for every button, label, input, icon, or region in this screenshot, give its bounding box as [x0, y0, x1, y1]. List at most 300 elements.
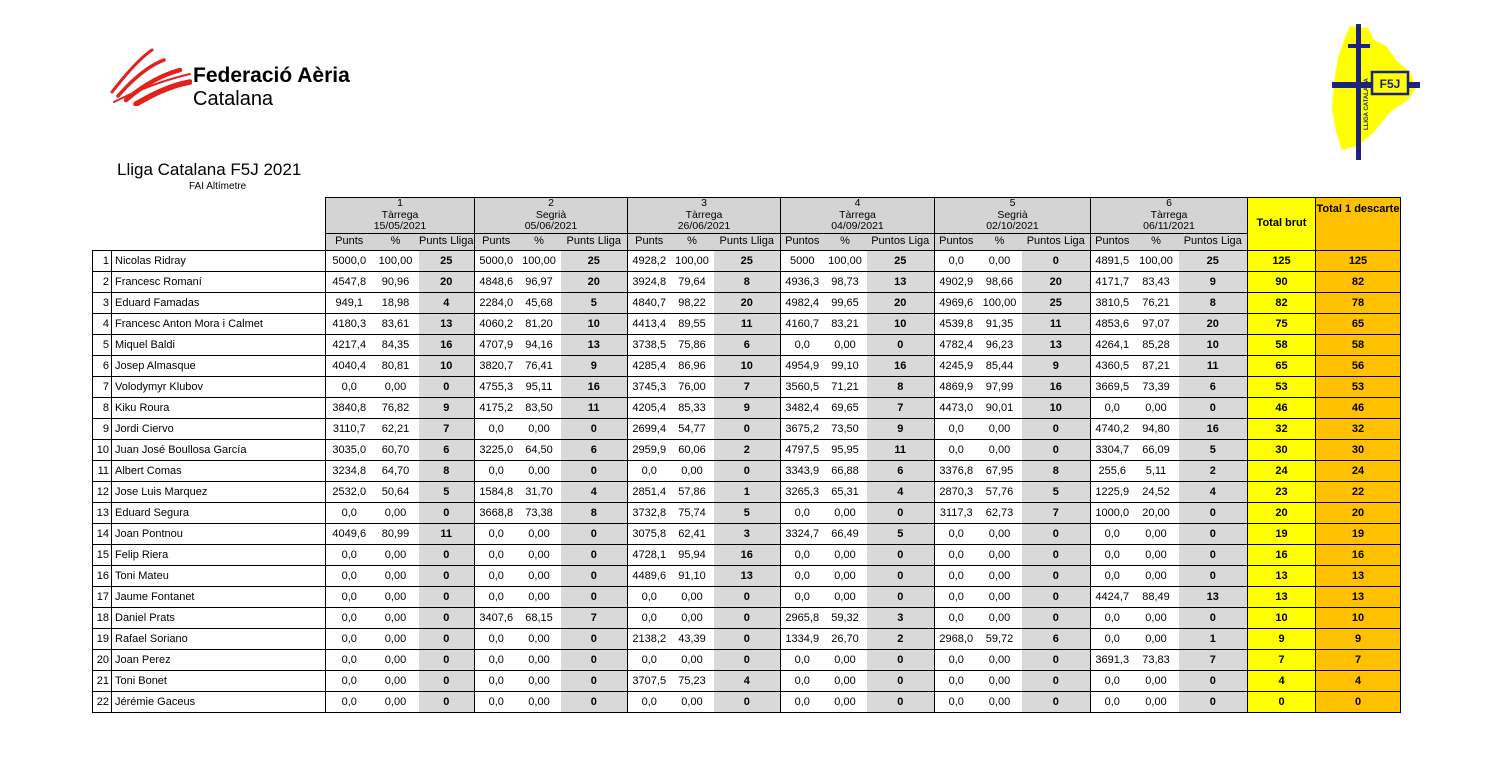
position-cell: 15 [93, 544, 112, 565]
points-cell: 4982,4 [781, 292, 824, 313]
points-cell: 5000,0 [326, 250, 373, 271]
points-cell: 0,0 [1091, 628, 1134, 649]
points-cell: 0,0 [935, 250, 978, 271]
percent-cell: 0,00 [373, 670, 419, 691]
percent-cell: 31,70 [518, 481, 561, 502]
total-brut-cell: 13 [1248, 586, 1316, 607]
column-header: Puntos Liga [1022, 233, 1091, 250]
league-points-cell: 5 [1022, 481, 1091, 502]
federacio-name-line1: Federació Aèria [193, 64, 350, 87]
points-cell: 0,0 [475, 523, 518, 544]
percent-cell: 76,82 [373, 397, 419, 418]
points-cell: 4840,7 [628, 292, 671, 313]
percent-cell: 85,28 [1134, 334, 1179, 355]
points-cell: 0,0 [781, 565, 824, 586]
points-cell: 5000,0 [475, 250, 518, 271]
league-points-cell: 10 [1179, 334, 1248, 355]
points-cell: 0,0 [628, 691, 671, 712]
percent-cell: 89,55 [671, 313, 714, 334]
table-row [93, 565, 1401, 586]
league-points-cell: 4 [714, 670, 781, 691]
points-cell: 4853,6 [1091, 313, 1134, 334]
results-table [92, 197, 1401, 713]
points-cell: 3675,2 [781, 418, 824, 439]
points-cell: 2699,4 [628, 418, 671, 439]
league-points-cell: 0 [561, 565, 628, 586]
percent-cell: 0,00 [1134, 397, 1179, 418]
percent-cell: 73,83 [1134, 649, 1179, 670]
league-points-cell: 2 [867, 628, 935, 649]
percent-cell: 66,09 [1134, 439, 1179, 460]
position-cell: 6 [93, 355, 112, 376]
pilot-name: Miquel Baldi [112, 334, 326, 355]
league-points-cell: 20 [561, 271, 628, 292]
column-header: Punts Lliga [714, 233, 781, 250]
points-cell: 0,0 [1091, 544, 1134, 565]
percent-cell: 85,33 [671, 397, 714, 418]
league-points-cell: 0 [561, 544, 628, 565]
league-points-cell: 11 [561, 397, 628, 418]
league-points-cell: 0 [419, 586, 475, 607]
position-cell: 4 [93, 313, 112, 334]
column-header: Puntos Liga [1179, 233, 1248, 250]
round-date: 04/09/2021 [781, 221, 935, 233]
league-points-cell: 0 [867, 334, 935, 355]
percent-cell: 0,00 [824, 670, 867, 691]
column-header: Punts [628, 233, 671, 250]
percent-cell: 0,00 [518, 586, 561, 607]
pilot-name: Jose Luis Marquez [112, 481, 326, 502]
league-points-cell: 0 [1022, 565, 1091, 586]
league-points-cell: 3 [714, 523, 781, 544]
points-cell: 0,0 [628, 607, 671, 628]
points-cell: 0,0 [326, 691, 373, 712]
percent-cell: 97,07 [1134, 313, 1179, 334]
total-descarte-cell: 7 [1316, 649, 1401, 670]
percent-cell: 75,86 [671, 334, 714, 355]
percent-cell: 65,31 [824, 481, 867, 502]
percent-cell: 0,00 [1134, 607, 1179, 628]
percent-cell: 100,00 [1134, 250, 1179, 271]
points-cell: 4728,1 [628, 544, 671, 565]
league-points-cell: 0 [867, 649, 935, 670]
percent-cell: 0,00 [518, 544, 561, 565]
league-points-cell: 5 [714, 502, 781, 523]
points-cell: 3669,5 [1091, 376, 1134, 397]
pilot-name: Eduard Famadas [112, 292, 326, 313]
points-cell: 0,0 [628, 649, 671, 670]
round-number: 2 [475, 198, 628, 210]
points-cell: 0,0 [475, 418, 518, 439]
points-cell: 3225,0 [475, 439, 518, 460]
points-cell: 0,0 [781, 691, 824, 712]
total-brut-cell: 32 [1248, 418, 1316, 439]
table-row [93, 691, 1401, 712]
points-cell: 0,0 [781, 334, 824, 355]
column-header: Punts Lliga [419, 233, 475, 250]
league-points-cell: 7 [1179, 649, 1248, 670]
league-points-cell: 4 [867, 481, 935, 502]
league-points-cell: 0 [867, 586, 935, 607]
points-cell: 3343,9 [781, 460, 824, 481]
points-cell: 4264,1 [1091, 334, 1134, 355]
league-points-cell: 0 [561, 418, 628, 439]
percent-cell: 54,77 [671, 418, 714, 439]
league-points-cell: 7 [714, 376, 781, 397]
league-points-cell: 6 [561, 439, 628, 460]
points-cell: 0,0 [935, 649, 978, 670]
league-points-cell: 5 [561, 292, 628, 313]
table-row [93, 649, 1401, 670]
percent-cell: 66,88 [824, 460, 867, 481]
pilot-name: Eduard Segura [112, 502, 326, 523]
percent-cell: 0,00 [373, 649, 419, 670]
percent-cell: 76,41 [518, 355, 561, 376]
points-cell: 0,0 [475, 460, 518, 481]
league-points-cell: 0 [1179, 544, 1248, 565]
percent-cell: 90,01 [978, 397, 1022, 418]
percent-cell: 0,00 [671, 691, 714, 712]
pilot-name: Kiku Roura [112, 397, 326, 418]
percent-cell: 91,10 [671, 565, 714, 586]
table-row [93, 292, 1401, 313]
points-cell: 4755,3 [475, 376, 518, 397]
points-cell: 1000,0 [1091, 502, 1134, 523]
percent-cell: 5,11 [1134, 460, 1179, 481]
percent-cell: 59,72 [978, 628, 1022, 649]
points-cell: 0,0 [326, 670, 373, 691]
percent-cell: 87,21 [1134, 355, 1179, 376]
percent-cell: 99,10 [824, 355, 867, 376]
table-row [93, 376, 1401, 397]
total-brut-cell: 9 [1248, 628, 1316, 649]
percent-cell: 0,00 [373, 607, 419, 628]
percent-cell: 64,50 [518, 439, 561, 460]
league-points-cell: 0 [561, 691, 628, 712]
percent-cell: 0,00 [1134, 565, 1179, 586]
league-points-cell: 13 [1179, 586, 1248, 607]
percent-cell: 98,73 [824, 271, 867, 292]
league-points-cell: 20 [1022, 271, 1091, 292]
percent-cell: 73,39 [1134, 376, 1179, 397]
points-cell: 2870,3 [935, 481, 978, 502]
league-points-cell: 25 [867, 250, 935, 271]
table-row [93, 586, 1401, 607]
federacio-swoosh-icon [108, 44, 192, 106]
percent-cell: 0,00 [373, 544, 419, 565]
points-cell: 3560,5 [781, 376, 824, 397]
league-points-cell: 16 [419, 334, 475, 355]
column-header: Punts Lliga [561, 233, 628, 250]
federacio-name-line2: Catalana [193, 88, 274, 110]
league-points-cell: 0 [867, 670, 935, 691]
total-brut-cell: 10 [1248, 607, 1316, 628]
round-date: 15/05/2021 [326, 221, 475, 233]
league-points-cell: 4 [419, 292, 475, 313]
percent-cell: 0,00 [518, 523, 561, 544]
total-brut-cell: 0 [1248, 691, 1316, 712]
position-cell: 17 [93, 586, 112, 607]
points-cell: 3668,8 [475, 502, 518, 523]
column-header: % [1134, 233, 1179, 250]
percent-cell: 95,11 [518, 376, 561, 397]
league-points-cell: 0 [1179, 523, 1248, 544]
percent-cell: 76,21 [1134, 292, 1179, 313]
total-descarte-cell: 16 [1316, 544, 1401, 565]
pilot-name: Jérémie Gaceus [112, 691, 326, 712]
percent-cell: 84,35 [373, 334, 419, 355]
total-descarte-cell: 24 [1316, 460, 1401, 481]
round-date: 05/06/2021 [475, 221, 628, 233]
points-cell: 0,0 [475, 628, 518, 649]
percent-cell: 0,00 [518, 418, 561, 439]
percent-cell: 0,00 [1134, 544, 1179, 565]
total-brut-cell: 13 [1248, 565, 1316, 586]
percent-cell: 0,00 [518, 649, 561, 670]
round-place: Tàrrega [1091, 210, 1248, 222]
league-points-cell: 9 [1179, 271, 1248, 292]
percent-cell: 0,00 [978, 607, 1022, 628]
points-cell: 4245,9 [935, 355, 978, 376]
position-cell: 12 [93, 481, 112, 502]
percent-cell: 68,15 [518, 607, 561, 628]
percent-cell: 85,44 [978, 355, 1022, 376]
points-cell: 1584,8 [475, 481, 518, 502]
percent-cell: 88,49 [1134, 586, 1179, 607]
round-number: 6 [1091, 198, 1248, 210]
position-cell: 19 [93, 628, 112, 649]
total-descarte-cell: 46 [1316, 397, 1401, 418]
percent-cell: 0,00 [671, 460, 714, 481]
points-cell: 0,0 [326, 502, 373, 523]
points-cell: 2284,0 [475, 292, 518, 313]
percent-cell: 98,66 [978, 271, 1022, 292]
points-cell: 3324,7 [781, 523, 824, 544]
total-brut-cell: 7 [1248, 649, 1316, 670]
round-place: Tàrrega [628, 210, 781, 222]
points-cell: 0,0 [935, 418, 978, 439]
percent-cell: 57,86 [671, 481, 714, 502]
points-cell: 4049,6 [326, 523, 373, 544]
league-points-cell: 11 [714, 313, 781, 334]
pilot-name: Albert Comas [112, 460, 326, 481]
position-cell: 16 [93, 565, 112, 586]
total-brut-cell: 75 [1248, 313, 1316, 334]
league-points-cell: 0 [419, 376, 475, 397]
points-cell: 0,0 [475, 670, 518, 691]
table-row [93, 313, 1401, 334]
points-cell: 4936,3 [781, 271, 824, 292]
points-cell: 4040,4 [326, 355, 373, 376]
total-brut-cell: 58 [1248, 334, 1316, 355]
percent-cell: 0,00 [1134, 691, 1179, 712]
total-descarte-cell: 20 [1316, 502, 1401, 523]
league-points-cell: 4 [1179, 481, 1248, 502]
league-points-cell: 0 [419, 628, 475, 649]
points-cell: 0,0 [935, 670, 978, 691]
points-cell: 4539,8 [935, 313, 978, 334]
points-cell: 4797,5 [781, 439, 824, 460]
percent-cell: 57,76 [978, 481, 1022, 502]
league-points-cell: 0 [867, 691, 935, 712]
table-row [93, 250, 1401, 271]
pilot-name: Francesc Romaní [112, 271, 326, 292]
points-cell: 0,0 [326, 649, 373, 670]
points-cell: 1225,9 [1091, 481, 1134, 502]
percent-cell: 50,64 [373, 481, 419, 502]
table-row [93, 418, 1401, 439]
round-date: 02/10/2021 [935, 221, 1091, 233]
percent-cell: 62,73 [978, 502, 1022, 523]
percent-cell: 0,00 [373, 502, 419, 523]
league-points-cell: 0 [561, 670, 628, 691]
round-number: 3 [628, 198, 781, 210]
points-cell: 4473,0 [935, 397, 978, 418]
league-points-cell: 10 [561, 313, 628, 334]
points-cell: 0,0 [1091, 607, 1134, 628]
table-row [93, 334, 1401, 355]
column-header: % [373, 233, 419, 250]
points-cell: 0,0 [935, 439, 978, 460]
league-points-cell: 0 [1022, 250, 1091, 271]
percent-cell: 26,70 [824, 628, 867, 649]
percent-cell: 0,00 [671, 649, 714, 670]
league-points-cell: 16 [1022, 376, 1091, 397]
pilot-name: Felip Riera [112, 544, 326, 565]
percent-cell: 0,00 [373, 376, 419, 397]
league-points-cell: 25 [1022, 292, 1091, 313]
league-points-cell: 0 [1022, 586, 1091, 607]
percent-cell: 45,68 [518, 292, 561, 313]
points-cell: 0,0 [781, 586, 824, 607]
total-brut-cell: 46 [1248, 397, 1316, 418]
pilot-name: Francesc Anton Mora i Calmet [112, 313, 326, 334]
page-title: Lliga Catalana F5J 2021 [117, 160, 302, 179]
points-cell: 4740,2 [1091, 418, 1134, 439]
percent-cell: 79,64 [671, 271, 714, 292]
league-points-cell: 16 [867, 355, 935, 376]
percent-cell: 62,21 [373, 418, 419, 439]
points-cell: 4928,2 [628, 250, 671, 271]
total-descarte-cell: 65 [1316, 313, 1401, 334]
percent-cell: 96,97 [518, 271, 561, 292]
league-points-cell: 9 [561, 355, 628, 376]
points-cell: 3924,8 [628, 271, 671, 292]
league-points-cell: 9 [867, 418, 935, 439]
percent-cell: 96,23 [978, 334, 1022, 355]
league-points-cell: 6 [419, 439, 475, 460]
total-descarte-cell: 13 [1316, 565, 1401, 586]
total-brut-cell: 24 [1248, 460, 1316, 481]
table-row [93, 439, 1401, 460]
position-cell: 20 [93, 649, 112, 670]
league-points-cell: 0 [714, 607, 781, 628]
points-cell: 4160,7 [781, 313, 824, 334]
position-cell: 21 [93, 670, 112, 691]
points-cell: 3304,7 [1091, 439, 1134, 460]
percent-cell: 0,00 [373, 628, 419, 649]
total-descarte-cell: 0 [1316, 691, 1401, 712]
league-points-cell: 6 [1022, 628, 1091, 649]
position-cell: 13 [93, 502, 112, 523]
points-cell: 4547,8 [326, 271, 373, 292]
league-points-cell: 11 [1179, 355, 1248, 376]
percent-cell: 0,00 [824, 565, 867, 586]
league-points-cell: 0 [1022, 691, 1091, 712]
percent-cell: 0,00 [373, 565, 419, 586]
league-points-cell: 8 [1179, 292, 1248, 313]
points-cell: 0,0 [781, 649, 824, 670]
position-cell: 22 [93, 691, 112, 712]
percent-cell: 0,00 [824, 544, 867, 565]
league-points-cell: 0 [1022, 439, 1091, 460]
points-cell: 3117,3 [935, 502, 978, 523]
round-number: 1 [326, 198, 475, 210]
league-points-cell: 6 [867, 460, 935, 481]
league-points-cell: 0 [714, 586, 781, 607]
pilot-name: Rafael Soriano [112, 628, 326, 649]
total-brut-cell: 53 [1248, 376, 1316, 397]
percent-cell: 90,96 [373, 271, 419, 292]
percent-cell: 0,00 [978, 565, 1022, 586]
league-points-cell: 10 [867, 313, 935, 334]
percent-cell: 0,00 [518, 670, 561, 691]
percent-cell: 76,00 [671, 376, 714, 397]
points-cell: 2959,9 [628, 439, 671, 460]
round-number: 4 [781, 198, 935, 210]
league-points-cell: 9 [419, 397, 475, 418]
pilot-name: Nicolas Ridray [112, 250, 326, 271]
league-points-cell: 0 [419, 607, 475, 628]
percent-cell: 0,00 [978, 523, 1022, 544]
percent-cell: 0,00 [978, 439, 1022, 460]
league-points-cell: 9 [1022, 355, 1091, 376]
points-cell: 0,0 [935, 544, 978, 565]
league-points-cell: 0 [419, 544, 475, 565]
percent-cell: 86,96 [671, 355, 714, 376]
points-cell: 0,0 [628, 586, 671, 607]
percent-cell: 24,52 [1134, 481, 1179, 502]
points-cell: 0,0 [475, 691, 518, 712]
percent-cell: 100,00 [978, 292, 1022, 313]
league-points-cell: 0 [1179, 397, 1248, 418]
points-cell: 4060,2 [475, 313, 518, 334]
percent-cell: 100,00 [518, 250, 561, 271]
percent-cell: 0,00 [1134, 523, 1179, 544]
league-points-cell: 0 [1022, 523, 1091, 544]
league-points-cell: 20 [714, 292, 781, 313]
percent-cell: 20,00 [1134, 502, 1179, 523]
points-cell: 3707,5 [628, 670, 671, 691]
points-cell: 3691,3 [1091, 649, 1134, 670]
league-points-cell: 5 [1179, 439, 1248, 460]
points-cell: 0,0 [326, 628, 373, 649]
league-points-cell: 16 [714, 544, 781, 565]
league-points-cell: 20 [419, 271, 475, 292]
league-points-cell: 6 [1179, 376, 1248, 397]
league-points-cell: 11 [419, 523, 475, 544]
league-points-cell: 0 [1022, 544, 1091, 565]
percent-cell: 98,22 [671, 292, 714, 313]
league-points-cell: 0 [419, 670, 475, 691]
column-header: Puntos Liga [867, 233, 935, 250]
points-cell: 0,0 [326, 565, 373, 586]
league-points-cell: 0 [867, 565, 935, 586]
pilot-name: Jordi Ciervo [112, 418, 326, 439]
league-points-cell: 10 [419, 355, 475, 376]
league-points-cell: 7 [867, 397, 935, 418]
points-cell: 4217,4 [326, 334, 373, 355]
